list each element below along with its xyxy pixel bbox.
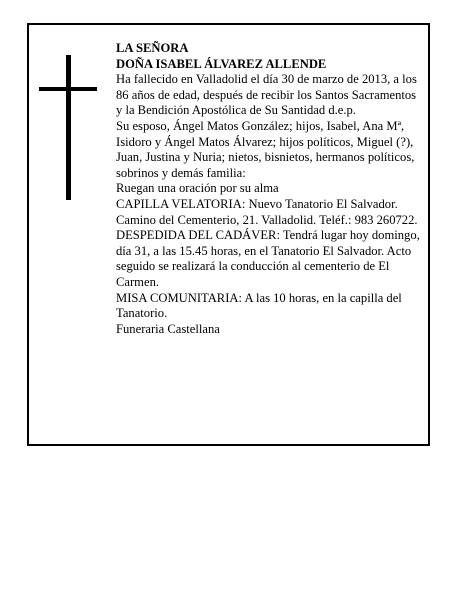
death-announcement: Ha fallecido en Valladolid el día 30 de marzo de 2013, a los 86 años de edad, después de recibir los Santos Sacramentos y la Bendición Apostólica de Su Santidad d.e.p.	[116, 72, 417, 118]
heading-title: LA SEÑORA	[116, 41, 189, 55]
cross-vertical-bar	[66, 55, 71, 200]
funeral-home: Funeraria Castellana	[116, 321, 220, 336]
cross-icon	[39, 55, 97, 200]
family-list: Su esposo, Ángel Matos González; hijos, Isabel, Ana Mª, Isidoro y Ángel Matos Álvarez; hijos políticos, Miguel (?), Juan, Justina y Nuria; nietos, bisnietos, hermanos políticos, sobrinos y demás familia:	[116, 118, 415, 180]
obituary-notice	[27, 23, 430, 446]
community-mass-info: MISA COMUNITARIA: A las 10 horas, en la capilla del Tanatorio.	[116, 290, 402, 321]
deceased-name: DOÑA ISABEL ÁLVAREZ ALLENDE	[116, 56, 327, 71]
farewell-info: DESPEDIDA DEL CADÁVER: Tendrá lugar hoy domingo, día 31, a las 15.45 horas, en el Tanatorio El Salvador. Acto seguido se realizará la conducción al cementerio de El Carmen.	[116, 228, 420, 289]
notice-text	[116, 41, 421, 337]
wake-chapel-info: CAPILLA VELATORIA: Nuevo Tanatorio El Salvador. Camino del Cementerio, 21. Valladolid. Teléf.: 983 260722.	[116, 196, 418, 227]
prayer-request: Ruegan una oración por su alma	[116, 181, 279, 196]
cross-horizontal-bar	[39, 87, 97, 91]
